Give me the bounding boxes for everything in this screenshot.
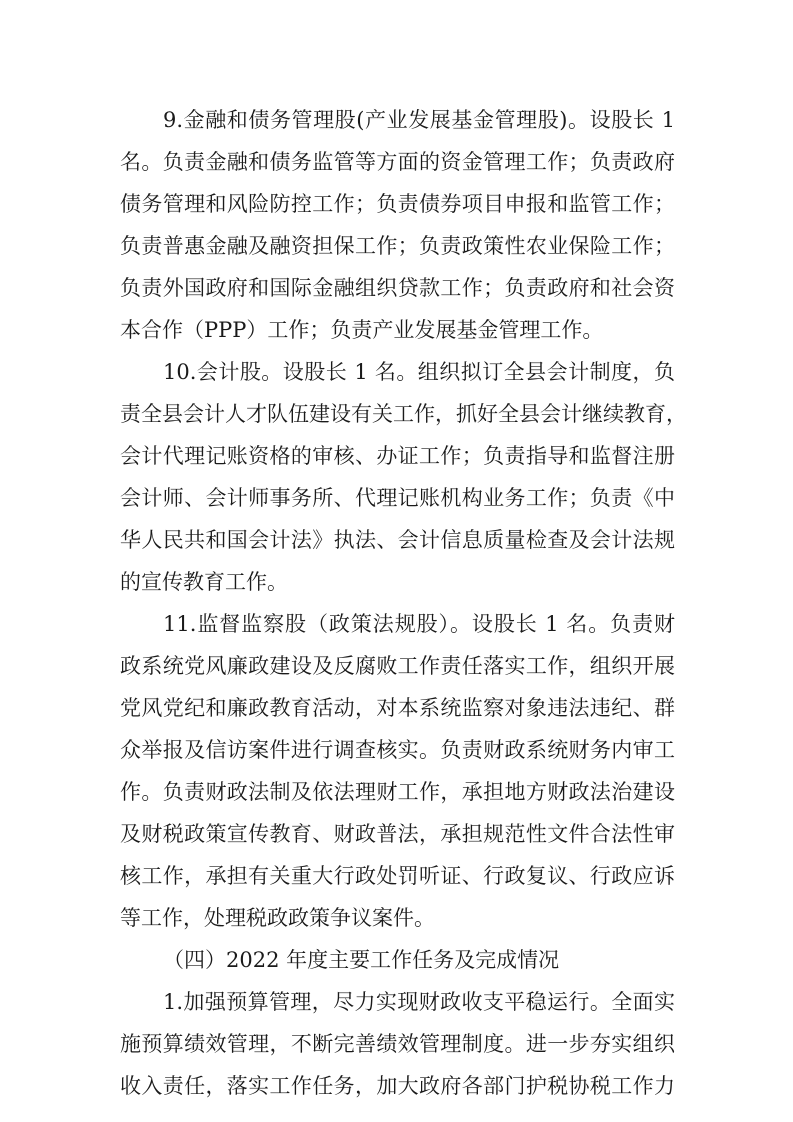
paragraph-11-line: 政系统党风廉政建设及反腐败工作责任落实工作，组织开展	[120, 654, 675, 678]
task-1-line: 收入责任，落实工作任务，加大政府各部门护税协税工作力	[120, 1074, 675, 1098]
paragraph-11-line: 核工作，承担有关重大行政处罚听证、行政复议、行政应诉	[120, 864, 675, 888]
paragraph-10-line: 会计代理记账资格的审核、办证工作；负责指导和监督注册	[120, 444, 675, 468]
task-1-line: 施预算绩效管理，不断完善绩效管理制度。进一步夯实组织	[120, 1032, 675, 1056]
paragraph-10-line: 10.会计股。设股长 1 名。组织拟订全县会计制度，负	[163, 360, 675, 384]
section-heading: （四）2022 年度主要工作任务及完成情况	[163, 948, 560, 972]
paragraph-11-line: 等工作，处理税政政策争议案件。	[120, 906, 435, 930]
paragraph-10-line: 的宣传教育工作。	[120, 570, 288, 594]
paragraph-11-line: 作。负责财政法制及依法理财工作，承担地方财政法治建设	[120, 780, 675, 804]
paragraph-9-line: 负责普惠金融及融资担保工作；负责政策性农业保险工作；	[120, 234, 675, 258]
paragraph-10-line: 责全县会计人才队伍建设有关工作，抓好全县会计继续教育，	[120, 402, 687, 426]
paragraph-11-line: 11.监督监察股（政策法规股）。设股长 1 名。负责财	[163, 612, 675, 636]
paragraph-11-line: 众举报及信访案件进行调查核实。负责财政系统财务内审工	[120, 738, 675, 762]
paragraph-11-line: 及财税政策宣传教育、财政普法，承担规范性文件合法性审	[120, 822, 675, 846]
task-1-line: 1.加强预算管理，尽力实现财政收支平稳运行。全面实	[163, 990, 675, 1014]
paragraph-9-line: 负责外国政府和国际金融组织贷款工作；负责政府和社会资	[120, 276, 675, 300]
paragraph-9-line: 本合作（PPP）工作；负责产业发展基金管理工作。	[120, 318, 604, 342]
paragraph-9-line: 名。负责金融和债务监管等方面的资金管理工作；负责政府	[120, 150, 675, 174]
paragraph-10-line: 华人民共和国会计法》执法、会计信息质量检查及会计法规	[120, 528, 675, 552]
paragraph-9-line: 债务管理和风险防控工作；负责债券项目申报和监管工作；	[120, 192, 675, 216]
paragraph-11-line: 党风党纪和廉政教育活动，对本系统监察对象违法违纪、群	[120, 696, 675, 720]
paragraph-10-line: 会计师、会计师事务所、代理记账机构业务工作；负责《中	[120, 486, 675, 510]
paragraph-9-line: 9.金融和债务管理股(产业发展基金管理股)。设股长 1	[163, 108, 675, 132]
